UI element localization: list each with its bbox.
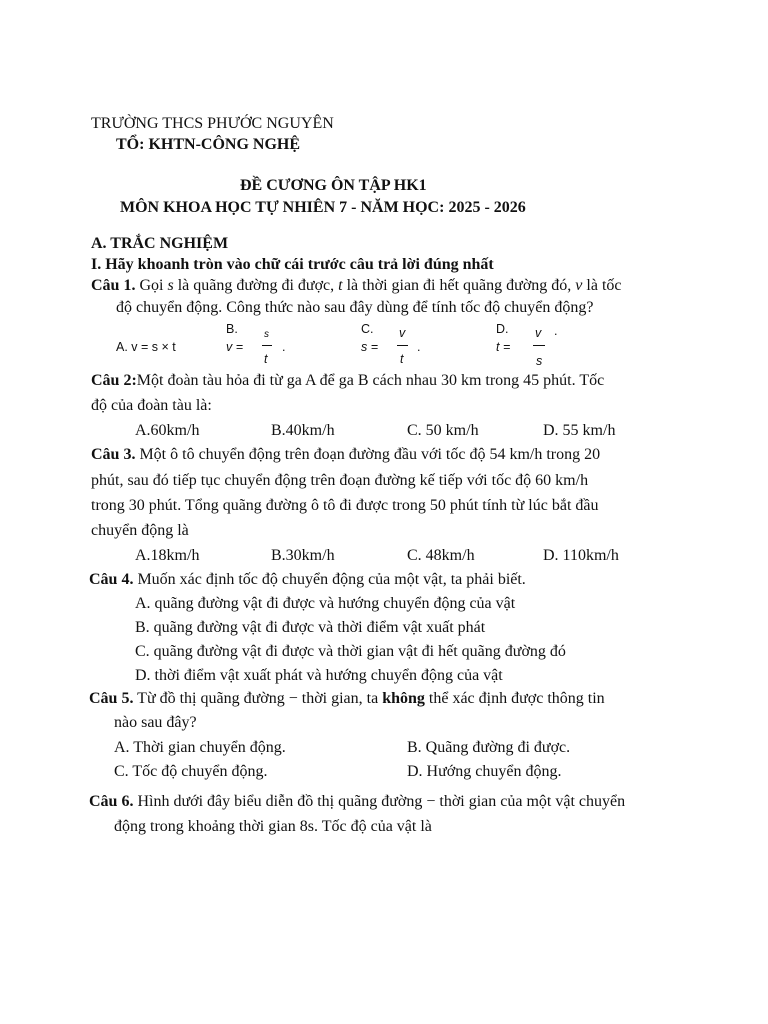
q5-option-d: D. Hướng chuyển động. — [407, 763, 562, 780]
q1-option-b-lhs: v = — [226, 340, 244, 354]
q2-option-a: A.60km/h — [135, 422, 200, 439]
q1-option-c-denominator: t — [400, 352, 404, 366]
q3-line4: chuyển động là — [91, 522, 189, 539]
q1-option-d-dot: . — [554, 324, 558, 338]
q4-line1: Câu 4. Muốn xác định tốc độ chuyển động của một vật, ta phải biết. — [89, 571, 526, 588]
q5-option-a: A. Thời gian chuyển động. — [114, 739, 286, 756]
q1-label: Câu 1. — [91, 277, 136, 294]
q3-label: Câu 3. — [91, 446, 136, 463]
q3-line2: phút, sau đó tiếp tục chuyển động trên đoạn đường kế tiếp với tốc độ 60 km/h — [91, 472, 589, 489]
q2-line2: độ của đoàn tàu là: — [91, 397, 212, 414]
q6-line1: Câu 6. Hình dưới đây biểu diễn đồ thị quãng đường − thời gian của một vật chuyển — [89, 793, 626, 810]
q1-option-b-label: B. — [226, 322, 238, 336]
q1-line2: độ chuyển động. Công thức nào sau đây dùng để tính tốc độ chuyển động? — [116, 299, 594, 316]
q1-option-c-lhs: s = — [361, 340, 379, 354]
school-name: TRƯỜNG THCS PHƯỚC NGUYÊN — [91, 115, 334, 132]
q3-option-b: B.30km/h — [271, 547, 335, 564]
q3-line1: Câu 3. Một ô tô chuyển động trên đoạn đường đầu với tốc độ 54 km/h trong 20 — [91, 446, 601, 463]
q1-option-b-numerator: s — [264, 329, 269, 340]
q3-option-a: A.18km/h — [135, 547, 200, 564]
q5-line1: Câu 5. Từ đồ thị quãng đường − thời gian, ta không thể xác định được thông tin — [89, 690, 605, 707]
q4-option-d: D. thời điểm vật xuất phát và hướng chuyển động của vật — [135, 667, 503, 684]
q1-line1: Câu 1. Gọi s là quãng đường đi được, t là thời gian đi hết quãng đường đó, v là tốc — [91, 277, 622, 294]
q5-option-b: B. Quãng đường đi được. — [407, 739, 571, 756]
q1-option-c-numerator: v — [399, 326, 406, 340]
q1-option-d-fraction-bar — [533, 345, 545, 346]
q4-option-a: A. quãng đường vật đi được và hướng chuyển động của vật — [135, 595, 516, 612]
document-subtitle: MÔN KHOA HỌC TỰ NHIÊN 7 - NĂM HỌC: 2025 - 2026 — [120, 199, 526, 216]
q5-label: Câu 5. — [89, 690, 134, 707]
q5-option-c: C. Tốc độ chuyển động. — [114, 763, 268, 780]
q1-option-b-dot: . — [282, 340, 286, 354]
q2-line1: Câu 2:Một đoàn tàu hỏa đi từ ga A để ga B cách nhau 30 km trong 45 phút. Tốc — [91, 372, 605, 389]
q2-option-d: D. 55 km/h — [543, 422, 616, 439]
q2-option-b: B.40km/h — [271, 422, 335, 439]
q3-option-c: C. 48km/h — [407, 547, 475, 564]
document-title: ĐỀ CƯƠNG ÔN TẬP HK1 — [240, 177, 427, 194]
q1-option-b-fraction-bar — [262, 345, 272, 346]
q4-option-b: B. quãng đường vật đi được và thời điểm vật xuất phát — [135, 619, 486, 636]
q1-option-a: A. v = s × t — [116, 340, 176, 354]
q1-option-d-label: D. — [496, 322, 509, 336]
section-a-title: A. TRẮC NGHIỆM — [91, 235, 229, 252]
q2-label: Câu 2: — [91, 372, 137, 389]
q1-option-d-denominator: s — [536, 354, 543, 368]
q1-option-d-numerator: v — [535, 326, 542, 340]
q6-label: Câu 6. — [89, 793, 134, 810]
q6-line2: động trong khoảng thời gian 8s. Tốc độ của vật là — [114, 818, 432, 835]
section-a-instruction: I. Hãy khoanh tròn vào chữ cái trước câu trả lời đúng nhất — [91, 256, 494, 273]
q4-option-c: C. quãng đường vật đi được và thời gian vật đi hết quãng đường đó — [135, 643, 566, 660]
q3-line3: trong 30 phút. Tổng quãng đường ô tô đi được trong 50 phút tính từ lúc bắt đầu — [91, 497, 599, 514]
q1-option-c-fraction-bar — [397, 345, 408, 346]
q3-option-d: D. 110km/h — [543, 547, 619, 564]
department-name: TỔ: KHTN-CÔNG NGHỆ — [116, 136, 301, 153]
q1-option-c-label: C. — [361, 322, 374, 336]
q5-line2: nào sau đây? — [114, 714, 197, 731]
q1-option-c-dot: . — [417, 340, 421, 354]
q2-option-c: C. 50 km/h — [407, 422, 479, 439]
q1-option-d-lhs: t = — [496, 340, 511, 354]
q4-label: Câu 4. — [89, 571, 134, 588]
q1-option-b-denominator: t — [264, 352, 268, 366]
